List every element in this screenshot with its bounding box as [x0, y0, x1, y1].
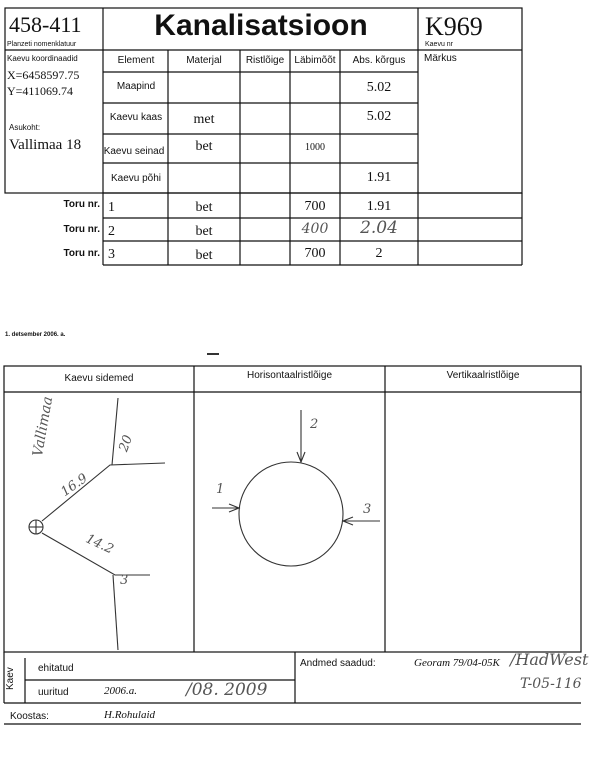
coord-x: X=6458597.75: [7, 68, 80, 82]
pipe-3-label: Toru nr.: [63, 248, 100, 259]
footer-surveyed-label: uuritud: [38, 687, 69, 698]
location-caption: Asukoht:: [9, 123, 41, 132]
coord-y: Y=411069.74: [7, 84, 73, 98]
sketch-label-20: 20: [116, 433, 137, 454]
row-label-bottom: Kaevu põhi: [110, 173, 162, 184]
row-bottom-elevation: 1.91: [366, 170, 392, 185]
pipe-1-label: Toru nr.: [63, 199, 100, 210]
sketch-distance-2: 14.2: [83, 531, 116, 558]
pipe-2-diameter: 400: [301, 221, 329, 237]
footer-data-source-value: Georam 79/04-05K: [414, 657, 500, 669]
footer-handwritten-date: /08. 2009: [186, 680, 268, 700]
section-pipe-1-label: 1: [216, 482, 225, 497]
footer-author-label: Koostas:: [10, 711, 49, 722]
pipe-2-material: bet: [195, 224, 213, 239]
section-pipe-3-label: 3: [363, 502, 372, 517]
well-number-caption: Kaevu nr: [425, 41, 454, 48]
col-header-section: Ristlõige: [245, 55, 285, 66]
panel-title-horizontal: Horisontaalristlõige: [246, 370, 333, 381]
pipe-1-number: 1: [108, 200, 115, 215]
pipe-3-diameter: 700: [304, 246, 326, 261]
footer-kaev: Kaev: [5, 667, 16, 690]
row-walls-diameter: 1000: [305, 142, 325, 153]
col-header-elevation: Abs. kõrgus: [352, 55, 406, 66]
row-ground-elevation: 5.02: [366, 80, 392, 95]
col-header-material: Materjal: [186, 55, 222, 66]
col-header-element: Element: [117, 55, 155, 66]
pipe-3-number: 3: [108, 247, 115, 262]
footer-handwritten-code: T-05-116: [520, 676, 582, 692]
footer-data-source-label: Andmed saadud:: [300, 658, 376, 669]
row-label-walls: Kaevu seinad: [103, 146, 165, 157]
sheet-number-caption: Planzeti nomenklatuur: [7, 41, 77, 48]
footer-author-value: H.Rohulaid: [104, 709, 156, 721]
coords-caption: Kaevu koordinaadid: [7, 54, 78, 63]
col-header-remarks: Märkus: [424, 53, 457, 64]
footer-built-label: ehitatud: [38, 663, 74, 674]
row-cover-material: met: [193, 112, 215, 127]
row-label-ground: Maapind: [116, 81, 156, 92]
row-cover-elevation: 5.02: [366, 109, 392, 124]
panel-title-connections: Kaevu sidemed: [64, 373, 134, 384]
footer-handwritten-signature: /HadWest: [510, 650, 589, 669]
section-pipe-2-label: 2: [310, 417, 319, 432]
pipe-3-elevation: 2: [375, 246, 383, 261]
panel-title-vertical: Vertikaalristlõige: [446, 370, 520, 381]
date-note: 1. detsember 2006. a.: [5, 332, 66, 338]
sheet-number: 458-411: [9, 12, 82, 37]
pipe-1-material: bet: [195, 200, 213, 215]
pipe-1-elevation: 1.91: [366, 199, 392, 214]
col-header-diameter: Läbimõõt: [294, 55, 336, 66]
footer-surveyed-value: 2006.a.: [104, 685, 137, 697]
horizontal-section-sketch: [212, 410, 380, 566]
pipe-2-label: Toru nr.: [63, 224, 100, 235]
well-number: K969: [425, 12, 483, 41]
pipe-2-elevation: 2.04: [360, 218, 398, 238]
sketch-distance-1: 16.9: [58, 471, 91, 500]
page-title: Kanalisatsioon: [154, 9, 368, 42]
row-walls-material: bet: [195, 139, 213, 154]
pipe-2-number: 2: [108, 224, 115, 239]
sketch-street-name: Vallimaa: [30, 395, 57, 458]
location-value: Vallimaa 18: [9, 137, 82, 153]
pipe-1-diameter: 700: [304, 199, 326, 214]
row-label-cover: Kaevu kaas: [109, 112, 163, 123]
sketch-label-3: 3: [120, 573, 129, 588]
pipe-3-material: bet: [195, 248, 213, 263]
